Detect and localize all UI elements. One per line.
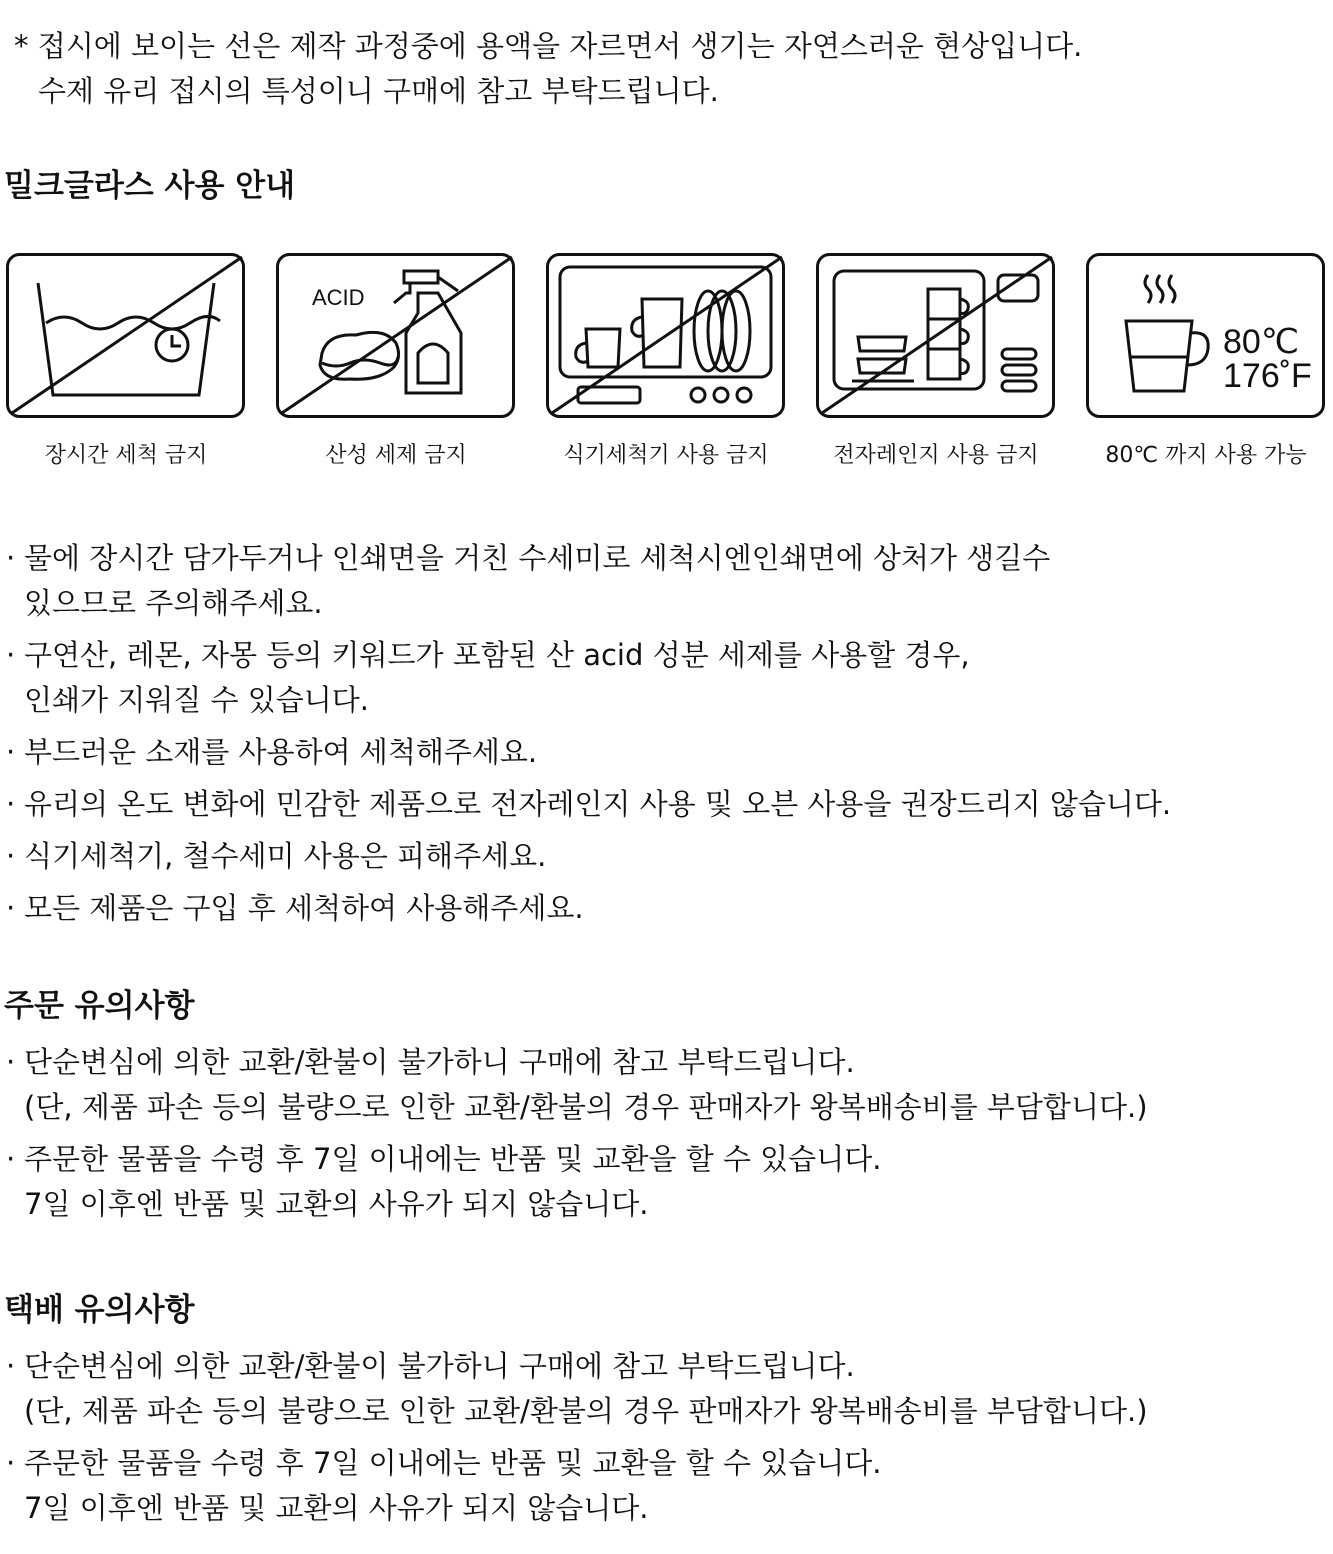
list-item: · 부드러운 소재를 사용하여 세척해주세요. [4,730,1171,775]
no-long-soak-icon [6,253,245,418]
handmade-line-note [14,24,1082,114]
bullet: · [6,891,16,925]
bullet: · [6,1142,16,1176]
bullet: · [6,541,16,575]
list-item: · 주문한 물품을 수령 후 7일 이내에는 반품 및 교환을 할 수 있습니다. 7일 이후엔 반품 및 교환의 사유가 되지 않습니다. [4,1441,1148,1531]
temp-fahrenheit: 176˚F [1223,357,1312,395]
caption-no-dishwasher: 식기세척기 사용 금지 [563,443,769,468]
bullet: · [6,638,16,672]
temp-celsius: 80℃ [1223,323,1300,361]
no-microwave-icon [816,253,1055,418]
acid-label: ACID [312,285,365,310]
caption-no-microwave: 전자레인지 사용 금지 [833,443,1039,468]
list-item: · 물에 장시간 담가두거나 인쇄면을 거친 수세미로 세척시엔인쇄면에 상처가 생길수 있으므로 주의해주세요. [4,536,1171,626]
note-line-2: 수제 유리 접시의 특성이니 구매에 참고 부탁드립니다. [38,74,719,108]
bullet: · [6,1446,16,1480]
bullet: · [6,735,16,769]
bullet: · [6,839,16,873]
hot-mug-icon [1086,253,1325,418]
note-line-1: * 접시에 보이는 선은 제작 과정중에 용액을 자르면서 생기는 자연스러운 현상입니다. [14,29,1083,63]
delivery-notice-list [4,1344,1148,1538]
usage-title: 밀크글라스 사용 안내 [4,168,296,204]
bullet: · [6,787,16,821]
usage-notes-list [4,536,1171,938]
bullet: · [6,1349,16,1383]
list-item: · 식기세척기, 철수세미 사용은 피해주세요. [4,834,1171,879]
list-item: · 단순변심에 의한 교환/환불이 불가하니 구매에 참고 부탁드립니다. (단, 제품 파손 등의 불량으로 인한 교환/환불의 경우 판매자가 왕복배송비를 부담합니다.) [4,1040,1148,1130]
no-acid-detergent-icon [276,253,515,418]
list-item: · 단순변심에 의한 교환/환불이 불가하니 구매에 참고 부탁드립니다. (단, 제품 파손 등의 불량으로 인한 교환/환불의 경우 판매자가 왕복배송비를 부담합니다.) [4,1344,1148,1434]
list-item: · 유리의 온도 변화에 민감한 제품으로 전자레인지 사용 및 오븐 사용을 권장드리지 않습니다. [4,782,1171,827]
caption-no-long-soak: 장시간 세척 금지 [44,443,208,468]
order-notice-list [4,1040,1148,1234]
list-item: · 모든 제품은 구입 후 세척하여 사용해주세요. [4,886,1171,931]
order-notice-title: 주문 유의사항 [4,988,195,1024]
caption-no-acid: 산성 세제 금지 [325,443,467,468]
bullet: · [6,1045,16,1079]
delivery-notice-title: 택배 유의사항 [4,1292,195,1328]
no-dishwasher-icon [546,253,785,418]
list-item: · 주문한 물품을 수령 후 7일 이내에는 반품 및 교환을 할 수 있습니다. 7일 이후엔 반품 및 교환의 사유가 되지 않습니다. [4,1137,1148,1227]
list-item: · 구연산, 레몬, 자몽 등의 키워드가 포함된 산 acid 성분 세제를 사용할 경우, 인쇄가 지워질 수 있습니다. [4,633,1171,723]
caption-heat-limit: 80℃ 까지 사용 가능 [1105,443,1307,468]
care-icons-row [6,253,1326,423]
